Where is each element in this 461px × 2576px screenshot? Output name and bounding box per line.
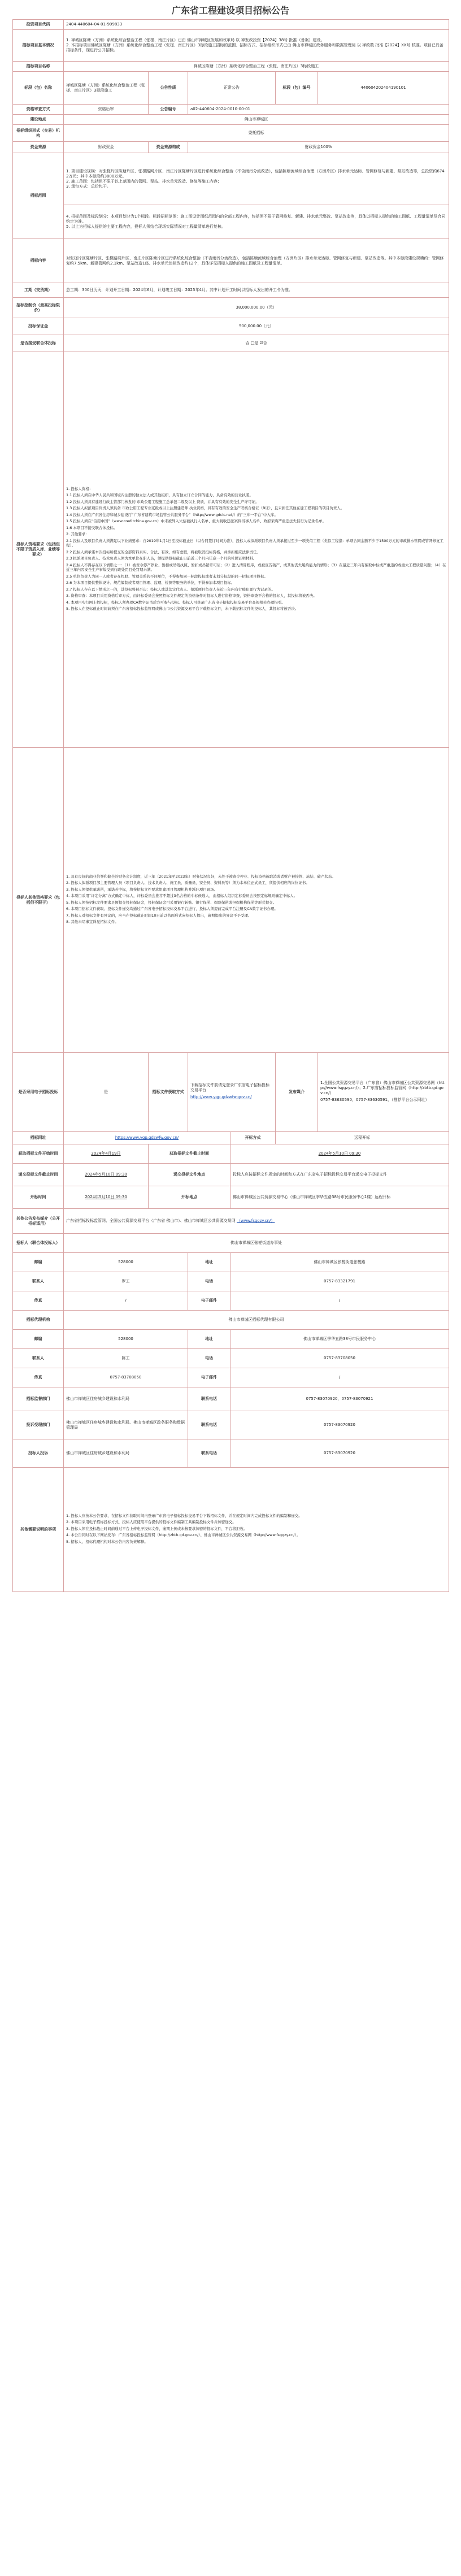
qual-item: 5. 投标人在投标截止时间前须在广东省招标投标监管网或佛山市公共资源交易平台下载招标文件，未下载招标文件的投标人，其投标将被否决。 — [66, 606, 299, 611]
notes-label: 其他需要说明的事项 — [13, 1468, 64, 1592]
agency-contact: 陈工 — [64, 1349, 188, 1368]
announce-value: 广东省招标投标监管网、全国公共资源交易平台（广东省 佛山市）、佛山市禅城区公共资源交易网 — [66, 1218, 236, 1223]
publish-no-label: 公告编号 — [149, 105, 188, 115]
ceiling-label: 招标控制价（最高投标限价） — [13, 298, 64, 318]
supervise-name: 佛山市禅城区住房城乡建设和水利局 — [64, 1387, 188, 1411]
agency-name: 佛山市禅城区招标代理有限公司 — [64, 1311, 449, 1330]
qual-cell — [64, 352, 449, 748]
submit-value: 2024年5月10日 09:30 — [64, 1164, 149, 1186]
joint-note: □是 ☑否 — [250, 341, 267, 345]
basic-label: 招标项目基本情况 — [13, 30, 64, 62]
owner-post: 528000 — [64, 1253, 188, 1272]
platform-contact: 0757-83630590，0757-83630591，（推荐平台公示网址） — [320, 1097, 429, 1102]
get-time-value: 2024年4月19日 — [64, 1144, 149, 1164]
agency-tel-label: 电话 — [188, 1349, 230, 1368]
agency-post: 528000 — [64, 1330, 188, 1349]
qual-item: 2.5 单位负责人为同一人或者存在控股、管理关系的不同单位，不得参加同一标段投标或者未划分标段的同一招标项目投标。 — [66, 574, 268, 579]
fund-ratio-value: 财政资金100% — [188, 142, 449, 153]
platform-value: 1.全国公共资源交易平台（广东省）佛山市禅城区公共资源交易网（http://www.fsggzy.cn/）；2.广东省招标投标监管网（http://zbtb.gd.gov.cn/） — [320, 1080, 445, 1095]
qual-item: 1.6 本项目不接受联合体投标。 — [66, 525, 118, 530]
owner-addr: 佛山市禅城区张槎街道张槎路 — [230, 1253, 449, 1272]
submit-place-value: 投标人应按招标文件规定的时间和方式在广东省电子招标投标交易平台递交电子投标文件 — [230, 1164, 449, 1186]
publish-no-value: a02-440604-2024-0010-00-01 — [188, 105, 449, 115]
qual-item: 1. 投标人资格： — [66, 486, 93, 491]
tender-media-link[interactable]: http://www.ygp.gdzwfw.gov.cn/ — [190, 1095, 252, 1099]
section-name-label: 标段（包）名称 — [13, 72, 64, 105]
bid-open-value: 远程开标 — [276, 1132, 449, 1144]
agency-label: 招标代理机构 — [13, 1311, 64, 1330]
supervise2-tel-label: 联系电话 — [188, 1411, 230, 1439]
qual-item: 4. 本项目实行网上招投标，投标人须办理CA数字证书后方可参与投标。投标人可登录广东省电子招标投标交易平台查阅相关办理指引。 — [66, 600, 285, 605]
note-item: 1. 投标人应按本公告要求，在招标文件获取时间内登录广东省电子招标投标交易平台下载招标文件，并在规定时间内完成投标文件的编制和递交。 — [66, 1513, 302, 1518]
qual-item: 1.1 投标人须在中华人民共和国境内注册的独立法人或其他组织，具有独立订立合同的能力，具备有效的营业执照。 — [66, 493, 253, 497]
open-place-label: 开标地点 — [149, 1186, 230, 1209]
agency-post-label: 邮编 — [13, 1330, 64, 1349]
qual-item: 2. 其他要求： — [66, 532, 89, 536]
qual-item: 1.3 投标人拟派项目负责人须具备 市政公用工程专业贰级或以上注册建造师 执业资格，具有有效的安全生产考核合格证（B证），且未担任其他在建工程项目的项目负责人。 — [66, 506, 345, 510]
owner-tel: 0757-83321791 — [230, 1272, 449, 1291]
supervise3-label: 投标人投诉 — [13, 1439, 64, 1468]
other-item: 7. 投标人对招标文件有异议的，应当在投标截止时间10日前以书面形式向招标人提出，逾期提出的异议不予受理。 — [66, 913, 252, 918]
supervise-label: 招标监督部门 — [13, 1387, 64, 1411]
tender-media-label: 招标文件获取方式 — [149, 1053, 188, 1132]
other-item: 4. 本项目采用“评定分离”方式确定中标人，评标委员会推荐不超过3名合格的中标候选人，由招标人组织定标委员会按照定标规则确定中标人。 — [66, 894, 298, 898]
open-time-value: 2024年5月10日 09:30 — [64, 1186, 149, 1209]
supervise3-tel: 0757-83070920 — [230, 1439, 449, 1468]
get-end-label: 获取招标文件截止时间 — [149, 1144, 230, 1164]
owner-label: 招标人（联合体投标人） — [13, 1234, 64, 1253]
project-code-value: 2404-440604-04-01-909833 — [64, 20, 449, 30]
qual-item: 2.4 投标人不得存在以下情形之一：（1）被责令停产停业、暂扣或吊销执照、暂扣或吊销许可证；（2）进入清算程序，或被宣告破产，或其他丧失履约能力的情形；（3）在最近三年内有骗取中标或严重违约或重大工程质量问题；（4）在近三年内因安全生产事故受到行政处罚且处罚期未满。 — [66, 562, 446, 572]
qual-item: 2.6 为本项目提供整体设计、规范编制或者项目管理、监理、检测等服务的单位，不得参加本项目投标。 — [66, 580, 235, 585]
tender-media-cell — [188, 1053, 276, 1132]
tender-media-value: 下载招标文件前请先登录广东省电子招标投标交易平台 — [190, 1083, 269, 1092]
note-item: 5. 招标人、招标代理机构对本公告内容负责解释。 — [66, 1539, 148, 1544]
owner-post-label: 邮编 — [13, 1253, 64, 1272]
owner-email: / — [230, 1291, 449, 1311]
method-value: 委托招标 — [64, 125, 449, 142]
open-time-label: 开标时间 — [13, 1186, 64, 1209]
method-label: 招标组织形式（交易）机构 — [13, 125, 64, 142]
qual-item: 2.2 投标人须承诺本次投标所提交的全部资料真实、合法、有效，如有虚假，将被取消投标资格，并承担相应法律责任。 — [66, 549, 260, 554]
fund-source-label: 资金来源 — [13, 142, 64, 153]
platform-label: 发布媒介 — [276, 1053, 318, 1132]
qual-item: 1.4 投标人须在广东省住房和城乡建设厅“广东省建筑市场监管公共服务平台”（http://www.gdcic.net/）的“三库一平台”中入库。 — [66, 512, 278, 517]
plan-value: 对张槎片区陈塘片区、张槎路网片区、南庄片区陈塘片区进行系统化综合整治（不含雨污分流改造），包括陈塘流域综合治理（方洲片区）排水单元达标、管网修复与新建、泵站改造等。其中本标段建设规模约：管网修复约7.5km、新建管网约2.1km、泵站改造1座、排水单元达标改造约12个，具体详见招标人提供的施工图纸及工程量清单。 — [64, 239, 449, 283]
get-time-label: 获取招标文件开始时间 — [13, 1144, 64, 1164]
online-link[interactable]: https://www.ygp.gdzwfw.gov.cn/ — [64, 1132, 230, 1144]
fund-ratio-label: 资金来源构成 — [149, 142, 188, 153]
supervise2-label: 投诉受理部门 — [13, 1411, 64, 1439]
prep-value: 资格后审 — [64, 105, 149, 115]
bid-open-label: 开标方式 — [230, 1132, 276, 1144]
agency-fax-label: 传真 — [13, 1368, 64, 1387]
deposit-value: 500,000.00（元） — [64, 318, 449, 335]
announce-link[interactable]: （www.fsggzy.cn/） — [236, 1218, 275, 1223]
duration-value: 总工期：300日历天，计划开工日期：2024年6月，计划竣工日期：2025年4月。其中计划开工时间以招标人发出的开工令为准。 — [64, 283, 449, 298]
section-name-value: 禅城区陈塘（方洲）系统化综合整治工程（张槎、南庄片区）3标段施工 — [64, 72, 149, 105]
scope-value: 1. 项目建设规模：对张槎片区陈塘片区、张槎路网片区、南庄片区陈塘片区进行系统化综合整治（不含雨污分流改造），包括陈塘流域综合治理（方洲片区）排水单元达标、管网修复与新建、泵站改造等，总投资约6742万元；其中本标段约3800万元。 2. 施工范围：包括但不限于以上范围内的管网、泵站、排水单元改造、修复等施工内容； 3. 承包方式：总价包干。 — [64, 153, 449, 205]
other-item: 2. 投标人拟派项目部主要管理人员（项目负责人、技术负责人、施工员、质量员、安全员、资料员等）须为本单位正式员工，须提供相应的岗位证书。 — [66, 881, 310, 885]
location-value: 佛山市禅城区 — [64, 115, 449, 125]
supervise2-name: 佛山市禅城区住房城乡建设和水利局、佛山市禅城区政务服务和数据管理局 — [64, 1411, 188, 1439]
other-item: 1. 具有良好的商业信誉和健全的财务会计制度，近三年（2021年至2023年）财务状况良好，未处于被责令停业、投标资格被取消或者财产被接管、冻结、破产状态。 — [66, 874, 336, 879]
fund-source-value: 财政资金 — [64, 142, 149, 153]
agency-addr: 佛山市禅城区季华五路38号市民服务中心 — [230, 1330, 449, 1349]
note-item: 3. 投标人须在投标截止时间前通过平台上传电子投标文件，逾期上传或未按要求加密的投标文件，平台将拒收。 — [66, 1526, 247, 1531]
note-item: 4. 本公告同时在以下网站发布：广东省招标投标监管网（http://zbtb.gd.gov.cn/）、佛山市禅城区公共资源交易网（http://www.fsggzy.cn/）。 — [66, 1533, 301, 1538]
other-item: 3. 投标人须提供承诺函，承诺若中标，将按招标文件要求组建项目管理机构并派驻项目现场。 — [66, 887, 218, 892]
owner-addr-label: 地址 — [188, 1253, 230, 1272]
announce-cell — [64, 1209, 449, 1234]
agency-fax: 0757-83708050 — [64, 1368, 188, 1387]
other-label: 投标人其他资格要求（包括但不限于） — [13, 748, 64, 1053]
announce-label: 其他公告发布媒介（公开招标适用） — [13, 1209, 64, 1234]
other-cell — [64, 748, 449, 1053]
agency-email: / — [230, 1368, 449, 1387]
deposit-label: 投标保证金 — [13, 318, 64, 335]
other-item: 8. 其他未尽事宜详见招标文件。 — [66, 920, 119, 924]
ceiling-value: 38,000,000.00（元） — [64, 298, 449, 318]
owner-contact: 罗工 — [64, 1272, 188, 1291]
qual-label: 投标人资格要求（包括但不限于资质入库、业绩等要求） — [13, 352, 64, 748]
get-end-value: 2024年5月10日 09:30 — [230, 1144, 449, 1164]
supervise3-tel-label: 联系电话 — [188, 1439, 230, 1468]
plan-label: 招标内容 — [13, 239, 64, 283]
other-item: 6. 本项目招标文件获取、投标文件递交均通过广东省电子招标投标交易平台进行，投标人须提前完成平台注册及CA数字证书办理。 — [66, 907, 278, 911]
section-code-label: 标段（包）编号 — [276, 72, 318, 105]
owner-tel-label: 电话 — [188, 1272, 230, 1291]
scope-more: 4. 招标范围及标段划分：本项目划分为1个标段。标段招标范围：施工图设计图纸范围内的全部工程内容，包括但不限于管网修复、新建、排水单元整改、泵站改造等，具体以招标人提供的施工图纸、工程量清单及合同约定为准。 5. 以上为招标人提供的主要工程内容，投标人须结合现场实际情况对工程量清单进行复核。 — [64, 205, 449, 239]
agency-addr-label: 地址 — [188, 1330, 230, 1349]
qual-item: 3. 资格审查：本项目采用资格后审方式，由评标委员会按照招标文件规定的资格条件对投标人进行资格审查，资格审查不合格的投标人，其投标将被否决。 — [66, 593, 317, 598]
qual-item: 2.3 拟派项目负责人、技术负责人须为本单位在职人员，须提供投标截止日前近三个月内任意一个月的社保证明材料。 — [66, 556, 257, 561]
agency-email-label: 电子邮件 — [188, 1368, 230, 1387]
basic-text: 1. 禅城区陈塘（方洲）系统化综合整治工程（张槎、南庄片区）已由 佛山市禅城区发展和改革局 以 禅发改投资【2024】38号 批准（备案）建设。 2. 本招标项目佛城区陈塘（方洲）系统化综合整治工程（张槎、南庄片区）3标段施工招标的范围、招标方式、招标组织形式已由 佛山市禅城区政务服务和数据管理局 以 禅政数 批准【2024】XX号 核准。项目已具备招标条件，现进行公开招标。 — [64, 30, 449, 62]
agency-contact-label: 联系人 — [13, 1349, 64, 1368]
submit-label: 递交投标文件截止时间 — [13, 1164, 64, 1186]
page-title: 广东省工程建设项目招标公告 — [171, 5, 289, 16]
scope-label: 招标范围 — [13, 153, 64, 239]
owner-fax: / — [64, 1291, 188, 1311]
owner-name: 佛山市禅城区张槎街道办事处 — [64, 1234, 449, 1253]
owner-contact-label: 联系人 — [13, 1272, 64, 1291]
joint-value: 否 — [245, 341, 250, 345]
joint-label: 是否接受联合体投标 — [13, 335, 64, 352]
supervise2-tel: 0757-83070920 — [230, 1411, 449, 1439]
project-code-label: 投资项目代码 — [13, 20, 64, 30]
notice-type-value: 正常公告 — [188, 72, 276, 105]
electronic-value: 是 — [64, 1053, 149, 1132]
other-item: 5. 投标人须按招标文件要求足额提交投标保证金，投标保证金可采用银行转账、银行保函、保险保函或担保机构保函等形式提交。 — [66, 900, 277, 905]
agency-tel: 0757-83708050 — [230, 1349, 449, 1368]
electronic-label: 是否采用电子招标投标 — [13, 1053, 64, 1132]
prep-label: 资格审查方式 — [13, 105, 64, 115]
notice-table — [12, 19, 449, 1592]
qual-item: 2.1 投标人及项目负责人须满足以下业绩要求：自2019年1月1日至投标截止日（以合同签订时间为准），投标人或拟派项目负责人须承接过至少一项类似工程（类似工程指：单项合同金额不少于1500万元的市政排水管网或管网修复工程）。 — [66, 538, 444, 548]
owner-email-label: 电子邮件 — [188, 1291, 230, 1311]
note-item: 2. 本项目采用电子招标投标方式，投标人应使用平台提供的投标文件编制工具编制投标文件并加密递交。 — [66, 1520, 236, 1525]
qual-item: 2.7 投标人存在以下情形之一的，其投标将被否决：投标人或其法定代表人、拟派项目负责人在近三年内有行贿犯罪行为记录的。 — [66, 587, 275, 592]
qual-item: 1.2 投标人须具有建设行政主管部门核发的 市政公用工程施工总承包二级及以上 资质，并具有有效的安全生产许可证。 — [66, 499, 259, 504]
online-label: 招标网址 — [13, 1132, 64, 1144]
supervise-tel: 0757-83070920，0757-83070921 — [230, 1387, 449, 1411]
qual-item: 1.5 投标人须在“信用中国”（www.creditchina.gov.cn）中未被列入失信被执行人名单、重大税收违法案件当事人名单、政府采购严重违法失信行为记录名单。 — [66, 519, 327, 523]
project-name-value: 禅城区陈塘（方洲）系统化综合整治工程（张槎、南庄片区）3标段施工 — [64, 62, 449, 72]
section-code-value: 440604202404190101 — [318, 72, 449, 105]
duration-label: 工期（交货期） — [13, 283, 64, 298]
notice-type-label: 公告性质 — [149, 72, 188, 105]
notes-cell — [64, 1468, 449, 1592]
joint-cell — [64, 335, 449, 352]
supervise-tel-label: 联系电话 — [188, 1387, 230, 1411]
owner-fax-label: 传真 — [13, 1291, 64, 1311]
platform-cell — [318, 1053, 449, 1132]
submit-place-label: 递交投标文件地点 — [149, 1164, 230, 1186]
supervise3-name: 佛山市禅城区住房城乡建设和水利局 — [64, 1439, 188, 1468]
open-place-value: 佛山市禅城区公共资源交易中心（佛山市禅城区季华五路38号市民服务中心1楼）远程开标 — [230, 1186, 449, 1209]
location-label: 建设地点 — [13, 115, 64, 125]
project-name-label: 招标项目名称 — [13, 62, 64, 72]
